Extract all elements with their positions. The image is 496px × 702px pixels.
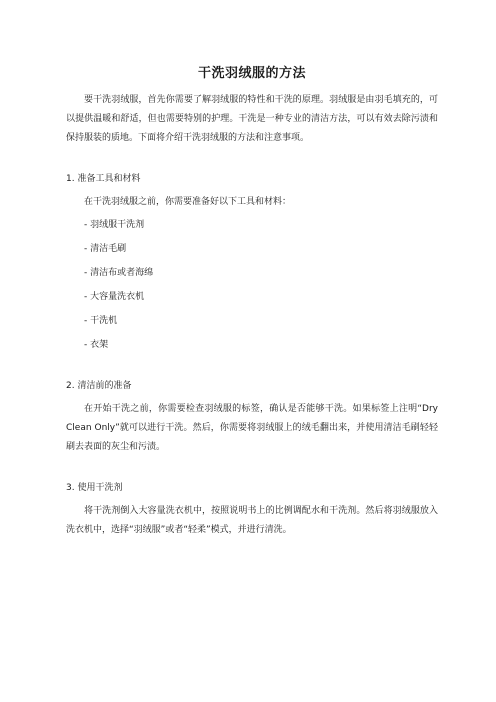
document-title: 干洗羽绒服的方法 <box>197 66 306 81</box>
section-heading: 1. 准备工具和材料 <box>66 174 141 184</box>
list-item: - 干洗机 <box>84 316 118 326</box>
list-item: - 清洁布或者海绵 <box>84 268 154 278</box>
section-tools <box>66 170 438 355</box>
list-item: - 大容量洗衣机 <box>84 292 145 302</box>
tools-list <box>66 216 438 355</box>
section-heading: 3. 使用干洗剂 <box>66 483 123 493</box>
intro-paragraph: 要干洗羽绒服，首先你需要了解羽绒服的特性和干洗的原理。羽绒服是由羽毛填充的，可以提供温暖和舒适，但也需要特别的护理。干洗是一种专业的清洁方法，可以有效去除污渍和保持服装的质地。下面将介绍干洗羽绒服的方法和注意事项。 <box>66 95 438 143</box>
section-preparation <box>66 377 438 457</box>
section-paragraph: 在开始干洗之前，你需要检查羽绒服的标签，确认是否能够干洗。如果标签上注明“Dry Clean Only”就可以进行干洗。然后，你需要将羽绒服上的绒毛翻出来，并使用清洁毛刷轻轻刷去表面的灰尘和污渍。 <box>66 404 438 452</box>
list-item: - 清洁毛刷 <box>84 244 127 254</box>
section-paragraph: 将干洗剂倒入大容量洗衣机中，按照说明书上的比例调配水和干洗剂。然后将羽绒服放入洗衣机中，选择“羽绒服”或者“轻柔”模式，并进行清洗。 <box>66 506 438 535</box>
section-heading: 2. 清洁前的准备 <box>66 381 132 391</box>
list-item: - 羽绒服干洗剂 <box>84 220 145 230</box>
section-detergent <box>66 479 438 540</box>
list-item: - 衣架 <box>84 340 109 350</box>
section-paragraph: 在干洗羽绒服之前，你需要准备好以下工具和材料： <box>84 197 292 207</box>
